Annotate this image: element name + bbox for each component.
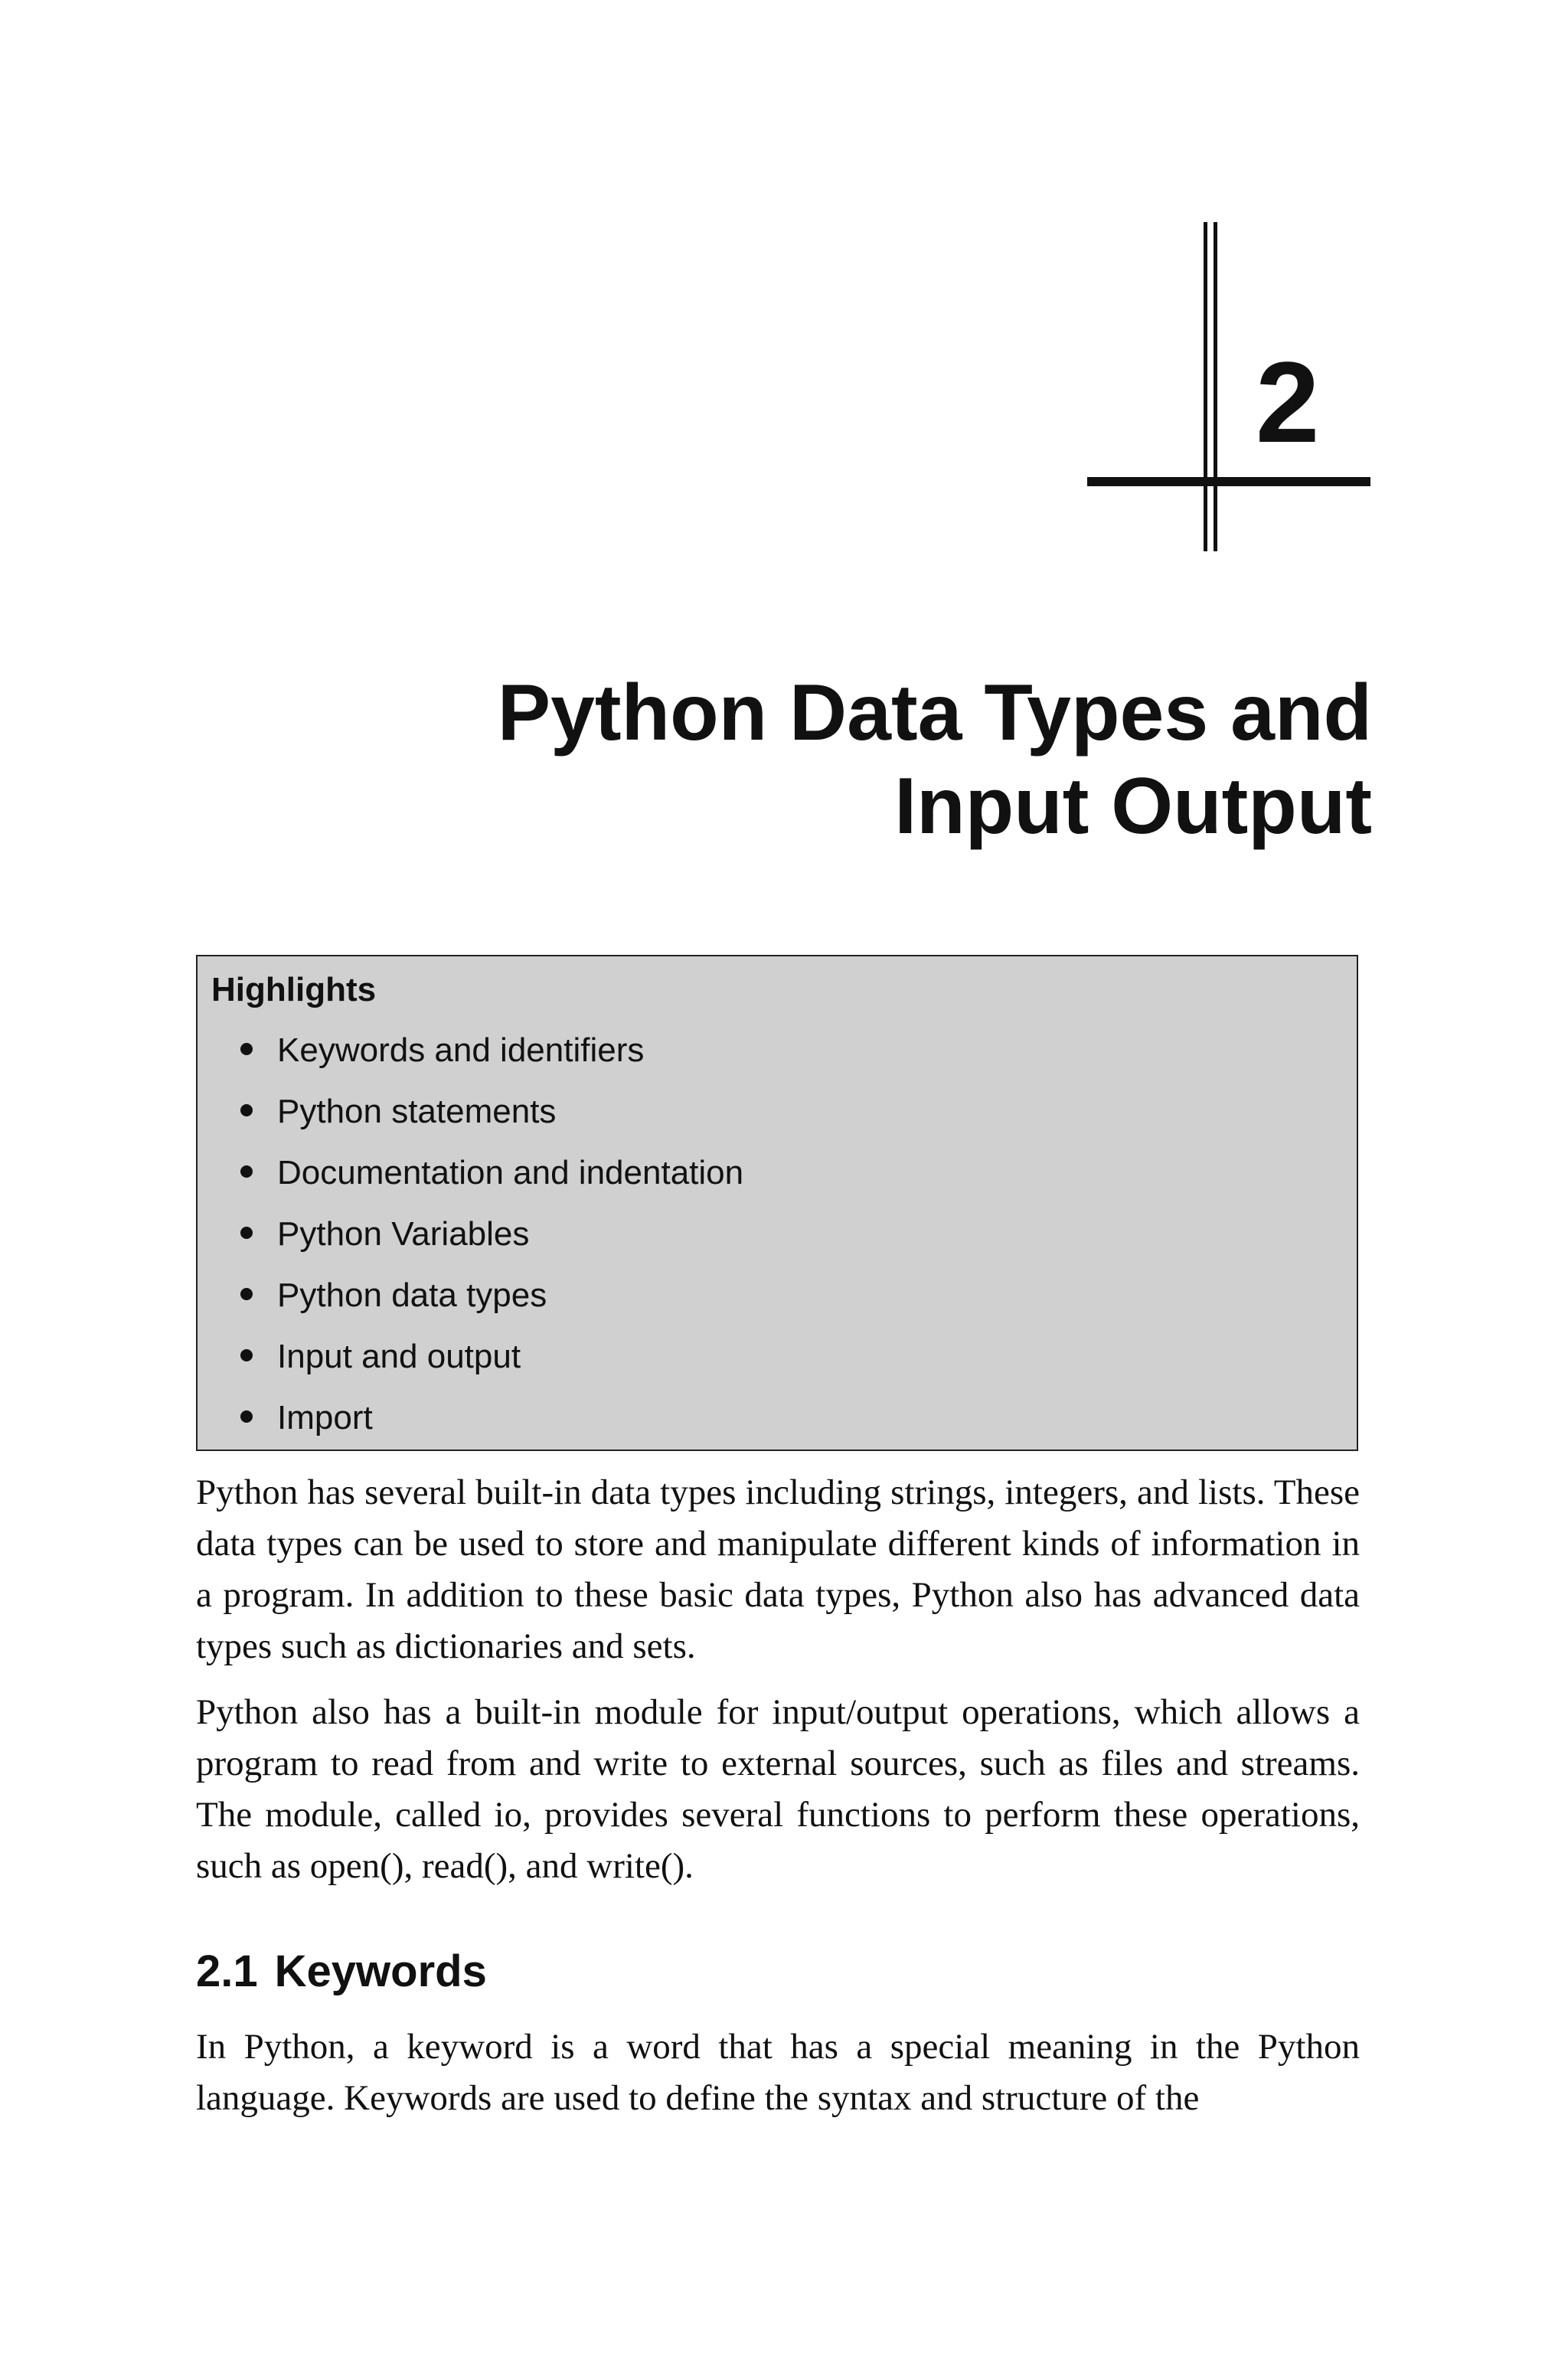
highlights-item (198, 1337, 743, 1398)
highlights-item (198, 1092, 743, 1153)
chapter-mark-vertical-rule (1214, 222, 1217, 551)
highlights-item (198, 1153, 743, 1214)
body-paragraph: Python also has a built-in module for input/output operations, which allows a program to read from and write to external sources, such as files and streams. The module, called io, provides several functions to perform these operations, such as open(), read(), and write(). (196, 1692, 1360, 1886)
highlights-item-label: Documentation and indentation (277, 1154, 744, 1191)
bullet-icon (240, 1227, 253, 1239)
chapter-number: 2 (1256, 338, 1320, 466)
body-paragraph: Python has several built-in data types including strings, integers, and lists. These data types can be used to store and manipulate different kinds of information in a program. In addition to these basic data types, Python also has advanced data types such as dictionaries and sets. (196, 1472, 1360, 1666)
chapter-number-mark (1087, 222, 1370, 551)
highlights-item (198, 1214, 743, 1276)
highlights-item (198, 1031, 743, 1092)
bullet-icon (240, 1104, 253, 1116)
chapter-title-line: Input Output (894, 761, 1372, 851)
section-title: Keywords (274, 1946, 487, 1996)
body-paragraph: In Python, a keyword is a word that has a special meaning in the Python language. Keywords are used to define the syntax and structure of the (196, 2027, 1360, 2118)
highlights-item-label: Import (277, 1399, 373, 1436)
highlights-item-label: Input and output (277, 1338, 521, 1375)
section-heading (196, 1945, 487, 1999)
section-number: 2.1 (196, 1946, 258, 1996)
chapter-mark-vertical-rule (1204, 222, 1207, 551)
chapter-title (300, 666, 1372, 853)
bullet-icon (240, 1349, 253, 1361)
highlights-item-label: Python Variables (277, 1215, 530, 1253)
bullet-icon (240, 1043, 253, 1055)
highlights-item (198, 1398, 743, 1459)
highlights-item-label: Python statements (277, 1093, 557, 1130)
highlights-item-label: Python data types (277, 1276, 547, 1314)
chapter-mark-horizontal-rule (1087, 477, 1370, 486)
highlights-list (198, 1031, 743, 1459)
bullet-icon (240, 1410, 253, 1423)
highlights-item (198, 1276, 743, 1337)
highlights-box (196, 955, 1358, 1451)
highlights-heading: Highlights (211, 971, 377, 1008)
bullet-icon (240, 1165, 253, 1178)
bullet-icon (240, 1288, 253, 1300)
highlights-item-label: Keywords and identifiers (277, 1031, 645, 1069)
chapter-title-line: Python Data Types and (497, 668, 1372, 757)
